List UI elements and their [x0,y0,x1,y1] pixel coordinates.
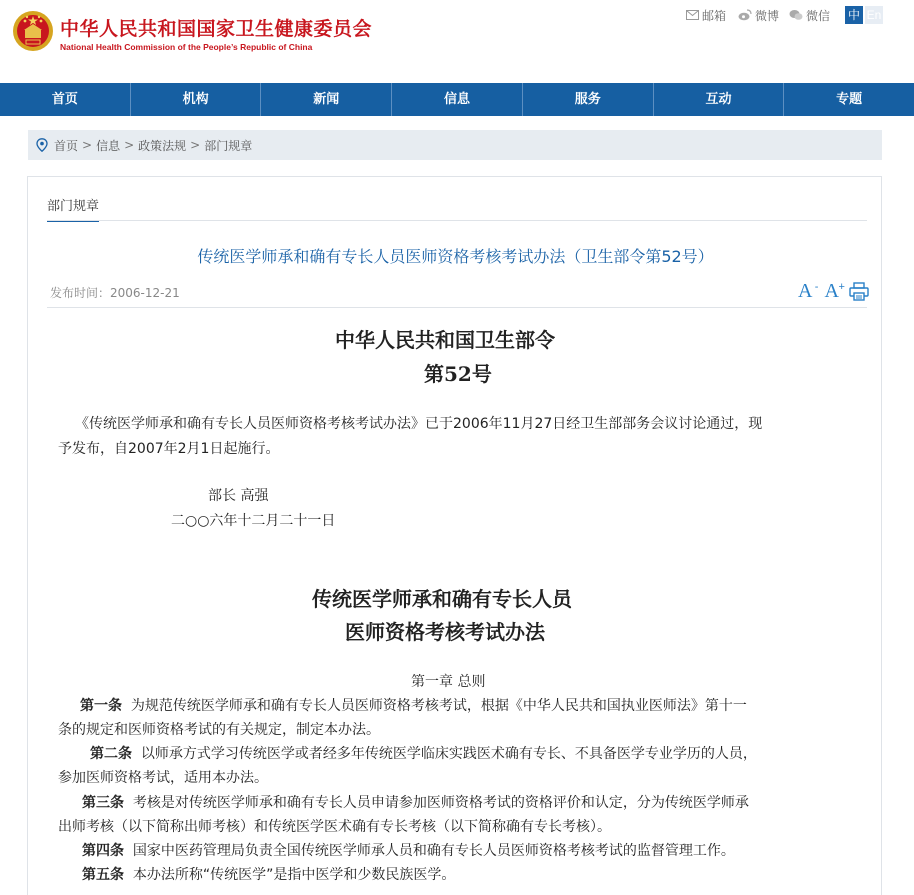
weibo-link[interactable] [738,8,779,22]
nav-item-interaction[interactable]: 互动 [654,83,785,116]
chapter-heading: 第一章 总则 [411,674,486,690]
plus-icon: + [838,281,845,293]
nav-item-topics[interactable]: 专题 [836,92,863,107]
weibo-label: 微博 [755,8,780,23]
site-name-en: National Health Commission of the People’s Republic of China [60,42,313,52]
order-title: 中华人民共和国卫生部令 [335,328,555,352]
article-1-label: 第一条 [80,698,122,714]
location-pin-icon [36,138,48,152]
article-4-text: 国家中医药管理局负责全国传统医学师承人员和确有专长人员医师资格考核考试的监督管理工作。 [132,843,735,859]
lang-en-button[interactable]: En [866,8,882,22]
category-tab[interactable]: 部门规章 [47,195,99,222]
main-nav [0,83,914,116]
nav-item-institutions[interactable]: 机构 [131,83,262,116]
font-increase-button[interactable] [824,280,845,302]
article-1-text: 为规范传统医学师承和确有专长人员医师资格考核考试，根据《中华人民共和国执业医师法》第十一 [130,698,747,714]
breadcrumb-separator: > [190,138,201,152]
article-3-line-1 [82,791,749,815]
document-title-line-1: 传统医学师承和确有专长人员 [312,587,572,611]
article-title: 传统医学师承和确有专长人员医师资格考核考试办法（卫生部令第52号） [197,247,714,266]
national-emblem-icon [12,10,54,52]
article-2-line-2: 参加医师资格考试，适用本办法。 [58,770,268,786]
wechat-link[interactable] [789,8,830,22]
breadcrumb-policy[interactable]: 政策法规 [138,138,187,153]
sign-date: 二○○六年十二月二十一日 [171,513,336,529]
article-5-label: 第五条 [82,867,124,883]
breadcrumb-home[interactable]: 首页 [54,138,79,153]
nav-item-information[interactable]: 信息 [392,83,523,116]
mail-icon [686,10,699,20]
breadcrumb-information[interactable]: 信息 [96,138,121,153]
article-3-text: 考核是对传统医学师承和确有专长人员申请参加医师资格考试的资格评价和认定，分为传统医学师承 [132,795,749,811]
wechat-label: 微信 [806,8,831,23]
wechat-icon [789,9,803,21]
mail-label: 邮箱 [702,8,727,23]
preamble-line-2: 予发布，自2007年2月1日起施行。 [58,441,280,457]
minus-icon: - [814,281,819,293]
font-decrease-button[interactable] [798,280,819,302]
lang-zh-button[interactable]: 中 [845,6,863,24]
article-1-line-2: 条的规定和医师资格考试的有关规定，制定本办法。 [58,722,380,738]
article-1-line-1 [80,694,747,718]
article-2-label: 第二条 [90,746,132,762]
nav-item-services[interactable]: 服务 [523,83,654,116]
preamble-line-1: 《传统医学师承和确有专长人员医师资格考核考试办法》已于2006年11月27日经卫生部部务会议讨论通过，现 [75,416,763,432]
nav-item-home[interactable]: 首页 [0,83,131,116]
article-3-line-2: 出师考核（以下简称出师考核）和传统医学医术确有专长考核（以下简称确有专长考核）。 [58,819,611,835]
article-4-label: 第四条 [82,843,124,859]
publish-date: 2006-12-21 [110,286,180,300]
nav-item-news[interactable]: 新闻 [261,83,392,116]
publish-info [50,284,180,301]
order-number: 第52号 [424,362,492,386]
site-name-cn[interactable]: 中华人民共和国国家卫生健康委员会 [60,18,373,40]
publish-label: 发布时间： [50,286,111,300]
article-4 [82,839,735,863]
divider [47,220,867,221]
print-icon[interactable] [849,282,869,301]
article-2-text: 以师承方式学习传统医学或者经多年传统医学临床实践医术确有专长、不具备医学专业学历的人员， [140,746,757,762]
mail-link[interactable] [686,8,726,22]
signer: 部长 高强 [208,488,269,504]
weibo-icon [738,9,752,21]
article-5 [82,863,455,887]
site-header [0,0,914,83]
article-tools [798,280,869,302]
breadcrumb [28,130,882,160]
font-increase-label: A [824,280,839,302]
divider [47,307,867,308]
article-3-label: 第三条 [82,795,124,811]
article-5-text: 本办法所称“传统医学”是指中医学和少数民族医学。 [132,867,456,883]
document-title-line-2: 医师资格考核考试办法 [345,620,545,644]
breadcrumb-separator: > [124,138,135,152]
breadcrumb-regulations[interactable]: 部门规章 [204,138,253,153]
breadcrumb-separator: > [82,138,93,152]
article-2-line-1 [90,742,757,766]
font-decrease-label: A [798,280,813,302]
